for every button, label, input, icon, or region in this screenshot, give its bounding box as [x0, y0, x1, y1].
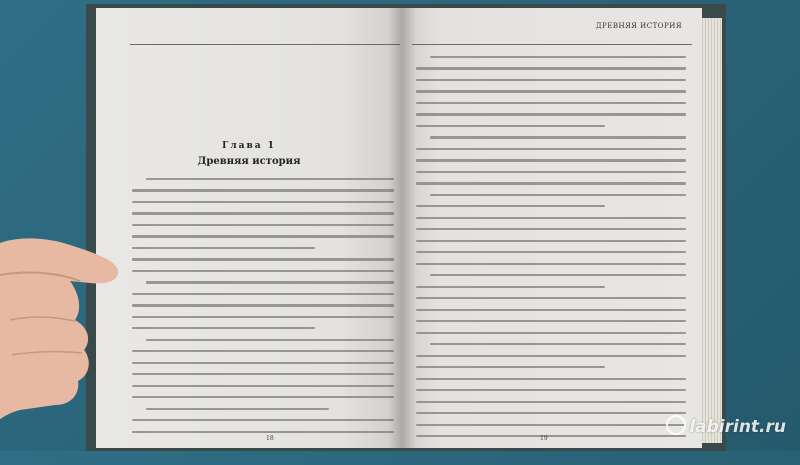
text-line — [416, 332, 686, 334]
text-line — [416, 125, 605, 127]
chapter-label: Глава 1 — [222, 141, 276, 151]
text-line — [416, 205, 605, 207]
text-line — [132, 189, 394, 191]
text-line — [416, 102, 686, 104]
text-line — [132, 373, 394, 375]
text-line — [132, 293, 394, 295]
text-line — [430, 194, 686, 196]
text-line — [132, 235, 394, 237]
text-line — [416, 67, 686, 69]
text-line — [430, 136, 686, 138]
text-line — [416, 424, 686, 426]
text-line — [416, 378, 686, 380]
text-line — [416, 401, 686, 403]
text-line — [132, 362, 394, 364]
text-line — [430, 274, 686, 276]
right-page — [402, 8, 702, 448]
left-page — [96, 8, 402, 448]
text-line — [416, 159, 686, 161]
text-line — [416, 366, 605, 368]
text-line — [416, 309, 686, 311]
text-line — [132, 385, 394, 387]
text-line — [132, 201, 394, 203]
text-line — [132, 316, 394, 318]
right-page-text — [416, 56, 686, 446]
text-line — [146, 408, 329, 410]
text-line — [416, 263, 686, 265]
text-line — [132, 224, 394, 226]
text-line — [132, 350, 394, 352]
text-line — [132, 247, 315, 249]
text-line — [416, 90, 686, 92]
text-line — [132, 431, 394, 433]
text-line — [146, 281, 394, 283]
chapter-title: Древняя история — [197, 156, 301, 167]
watermark-text: labirint.ru — [689, 417, 786, 437]
text-line — [430, 56, 686, 58]
text-line — [416, 240, 686, 242]
labirint-logo-icon — [666, 415, 686, 435]
text-line — [146, 178, 394, 180]
text-line — [416, 217, 686, 219]
right-page-number: 19 — [540, 435, 548, 442]
header-rule — [130, 44, 400, 45]
text-line — [132, 396, 394, 398]
text-line — [416, 286, 605, 288]
text-line — [416, 113, 686, 115]
page-edges — [700, 18, 722, 443]
text-line — [132, 327, 315, 329]
text-line — [416, 148, 686, 150]
text-line — [416, 389, 686, 391]
text-line — [132, 270, 394, 272]
text-line — [416, 251, 686, 253]
book-spine — [388, 8, 416, 448]
text-line — [416, 320, 686, 322]
text-line — [416, 171, 686, 173]
text-line — [132, 419, 394, 421]
text-line — [132, 304, 394, 306]
text-line — [416, 297, 686, 299]
text-line — [146, 339, 394, 341]
hand — [0, 215, 130, 465]
text-line — [416, 182, 686, 184]
text-line — [416, 228, 686, 230]
header-rule — [412, 44, 692, 45]
text-line — [132, 212, 394, 214]
watermark — [666, 415, 786, 437]
text-line — [416, 79, 686, 81]
left-page-text — [132, 178, 394, 442]
text-line — [416, 412, 686, 414]
text-line — [132, 258, 394, 260]
text-line — [416, 355, 686, 357]
running-head: ДРЕВНЯЯ ИСТОРИЯ — [595, 22, 682, 30]
text-line — [430, 343, 686, 345]
left-page-number: 18 — [266, 435, 274, 442]
text-line — [416, 435, 686, 437]
